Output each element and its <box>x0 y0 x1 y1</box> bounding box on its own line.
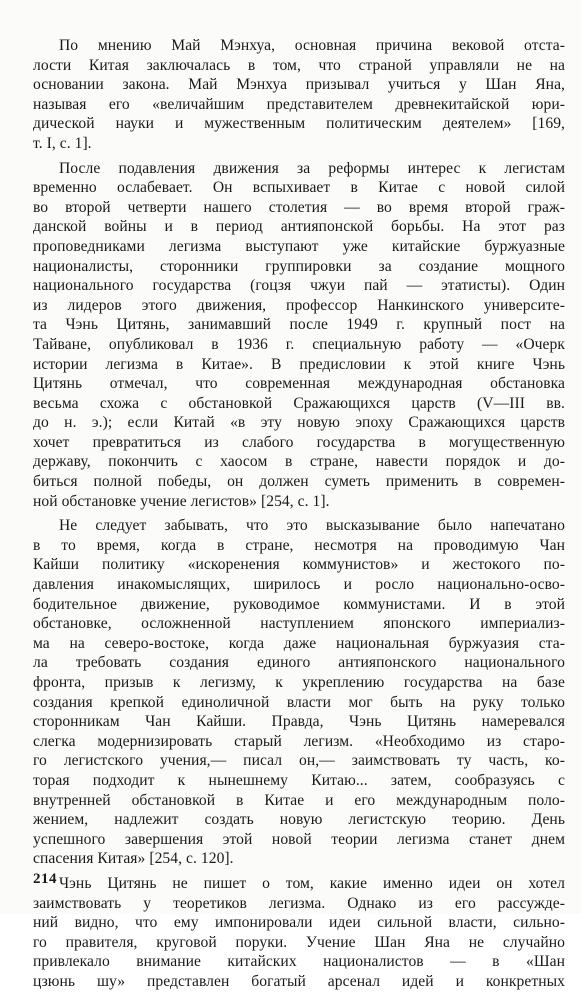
text-line: Чэнь Цитянь не пишет о том, какие именно идеи он хотел <box>59 874 565 892</box>
text-line: После подавления движения за реформы интерес к легистам <box>59 159 565 177</box>
text-line: националисты, сторонники группировки за создание мощного <box>33 257 565 275</box>
text-line: По мнению Май Мэнхуа, основная причина вековой отста- <box>59 37 565 54</box>
text-line: внутренней обстановкой в Китае и его международным поло- <box>33 791 565 809</box>
text-line: обстановке, осложненной наступлением японского империализ- <box>33 615 565 633</box>
text-line: Не следует забывать, что это высказывание было напечатано <box>59 517 565 535</box>
text-line: называя его «величайшим представителем древнекитайской юри- <box>33 95 565 113</box>
text-line: цзюнь шу» представлен богатый арсенал идей и конкретных <box>33 972 565 990</box>
text-line: ний видно, что ему импонировали идеи сильной власти, сильно- <box>33 914 565 932</box>
text-line: заимствовать у теоретиков легизма. Однако из его рассужде- <box>33 894 565 912</box>
text-line: т. I, с. 1]. <box>33 134 92 152</box>
text-line: истории легизма в Китае». В предисловии к этой книге Чэнь <box>33 355 565 373</box>
text-line: фронта, призыв к легизму, к укреплению государства на базе <box>33 674 565 691</box>
text-line: Цитянь отмечал, что современная международная обстановка <box>33 375 565 393</box>
paragraph-4 <box>33 874 565 992</box>
text-line: бодительное движение, руководимое коммунистами. И в этой <box>33 595 565 613</box>
text-line: давления инакомыслящих, ширилось и росло национально-осво- <box>33 576 565 594</box>
text-line: привлекало внимание китайских националистов — в «Шан <box>33 953 565 971</box>
text-line: во второй четверти нашего столетия — во время второй граж- <box>33 198 565 216</box>
text-line: биться полной победы, он должен суметь применить в современ- <box>33 473 565 491</box>
text-line: Кайши политику «искоренения коммунистов» и жестокого по- <box>33 556 565 574</box>
text-line: жением, надлежит создать новую легистскую теорию. День <box>33 811 565 829</box>
text-line: та Чэнь Цитянь, занимавший после 1949 г. крупный пост на <box>33 316 565 334</box>
text-line: державу, покончить с хаосом в стране, навести порядок и до- <box>33 453 565 471</box>
text-line: национального государства (гоцзя чжуи пай — этатисты). Один <box>33 277 565 295</box>
text-line: данской войны и в период антияпонской борьбы. На этот раз <box>33 218 565 236</box>
text-line: успешного завершения этой новой теории легизма станет днем <box>33 830 565 848</box>
paragraph-2 <box>33 159 565 512</box>
text-line: из лидеров этого движения, профессор Нанкинского университе- <box>33 296 565 314</box>
text-line: проповедниками легизма выступают уже китайские буржуазные <box>33 237 565 255</box>
text-line: лости Китая заключалась в том, что страной управляли не на <box>33 56 565 74</box>
text-line: дической науки и мужественным политическим деятелем» [169, <box>33 115 565 133</box>
text-line: ла требовать создания единого антияпонского национального <box>33 654 565 672</box>
text-line: торая подходит к нынешнему Китаю... затем, сообразуясь с <box>33 771 565 789</box>
paragraph-3 <box>33 516 565 869</box>
text-line: создания крепкой единоличной власти мог быть на руку только <box>33 693 565 711</box>
text-line: ной обстановке учение легистов» [254, с. 1]. <box>33 492 330 510</box>
text-line: го легистского учения,— писал он,— заимствовать ту часть, ко- <box>33 752 565 770</box>
text-line: сторонникам Чан Кайши. Правда, Чэнь Цитянь намеревался <box>33 713 565 731</box>
text-line: весьма схожа с обстановкой Сражающихся царств (V—III вв. <box>33 394 565 412</box>
paragraph-1 <box>33 36 565 154</box>
text-line: Тайване, опубликовал в 1936 г. специальную работу — «Очерк <box>33 335 565 353</box>
text-line: временно ослабевает. Он вспыхивает в Китае с новой силой <box>33 179 565 197</box>
text-line: в то время, когда в стране, несмотря на проводимую Чан <box>33 536 565 554</box>
page-number: 214 <box>33 871 57 887</box>
text-line: го правителя, круговой поруки. Учение Шан Яна не случайно <box>33 933 565 951</box>
text-line: до н. э.); если Китай «в эту новую эпоху Сражающихся царств <box>33 414 565 432</box>
text-line: хочет превратиться из слабого государства в могущественную <box>33 433 565 451</box>
text-line: ма на северо-востоке, когда даже национальная буржуазия ста- <box>33 634 565 652</box>
text-line: спасения Китая» [254, с. 120]. <box>33 850 234 868</box>
text-line: основании закона. Май Мэнхуа призывал учиться у Шан Яна, <box>33 76 565 94</box>
text-line: слегка модернизировать старый легизм. «Необходимо из старо- <box>33 732 565 750</box>
body-text <box>33 36 565 992</box>
